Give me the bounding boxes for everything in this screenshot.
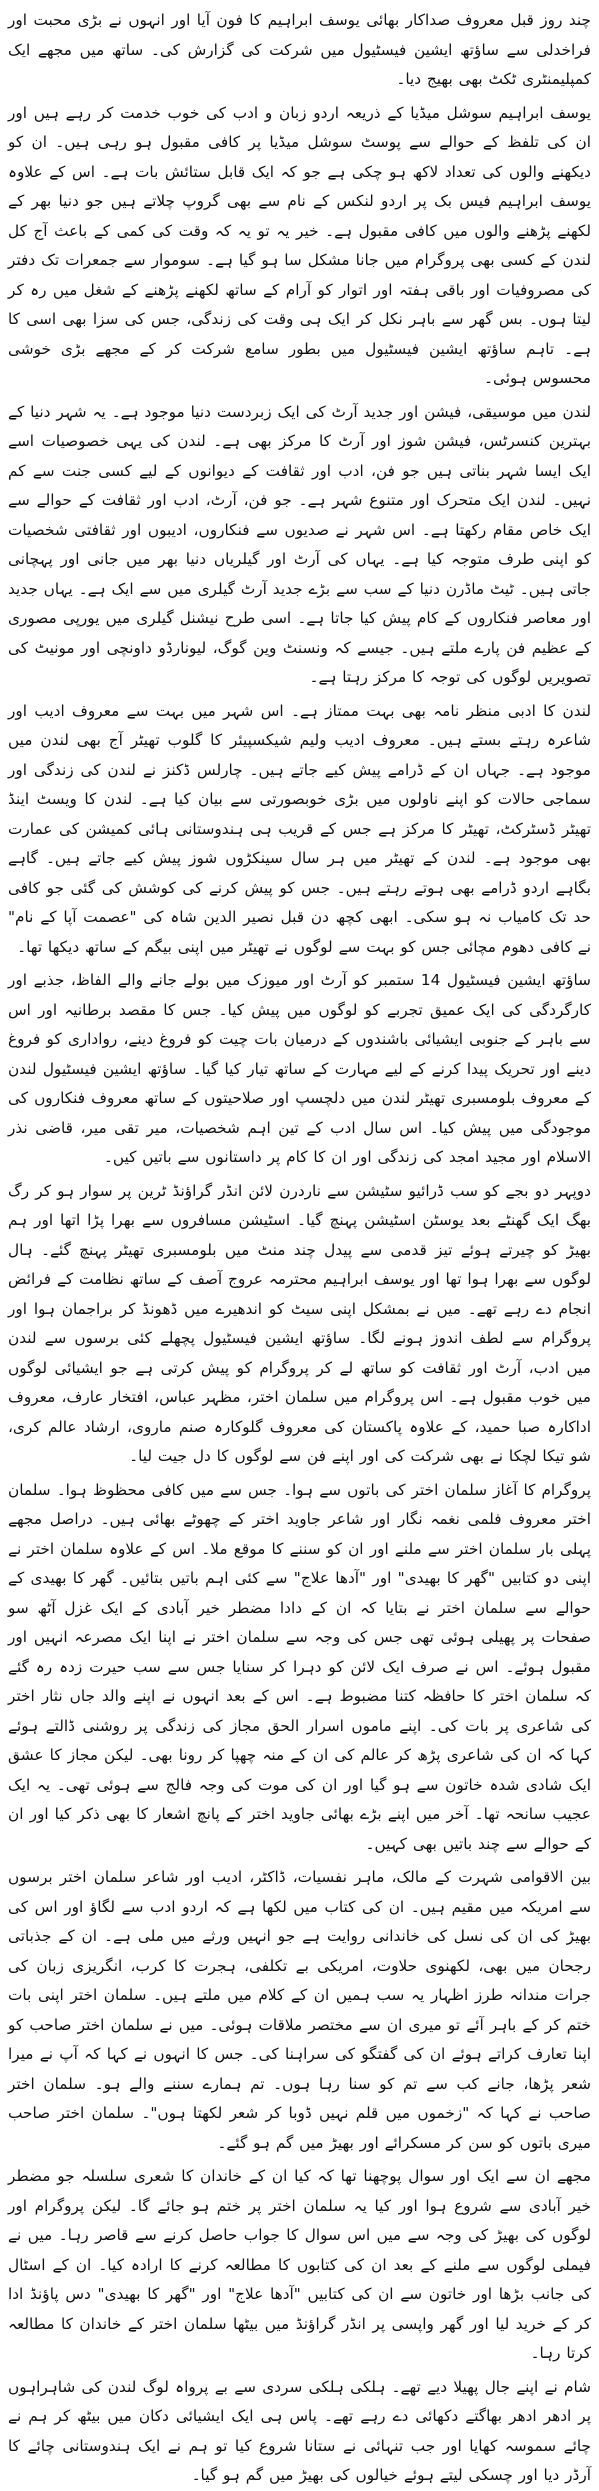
paragraph-meeting: بین الاقوامی شہرت کے مالک، ماہر نفسیات، ڈاکٹر، ادیب اور شاعر سلمان اختر برسوں سے امریکہ میں مقیم ہیں۔ ان کی کتاب میں لکھا ہے کہ اردو ادب سے لگاؤ اور اس کی بھیڑ کی ان کی نسل کی خاندانی روایت ہے جو انہیں ورثے میں ملی ہے۔ ان کے جذباتی رجحان میں بھی، لکھنوی حلاوت، امریکی بے تکلفی، ہجرت کا کرب، انگریزی زبان کی جرات مندانہ طرز اظہار یہ سب ہمیں ان کے کلام میں ملتے ہیں۔ سلمان اختر اپنی بات ختم کر کے باہر آئے تو میری ان سے مختصر ملاقات ہوئی۔ میں نے سلمان اختر صاحب کو اپنا تعارف کراتے ہوئے ان کی گفتگو کی سراہنا کی۔ جس کا انہوں نے کہا کہ آپ نے میرا شعر پڑھا، جانے کب سے تم کو سنا رہا ہوں۔ تم ہمارے سننے والے ہو۔ سلمان اختر صاحب نے کہا کہ "زخموں میں قلم نہیں ڈوبا کر شعر لکھتا ہوں"۔ سلمان اختر صاحب میری باتوں کو سن کر مسکرائے اور بھیڑ میں گم ہو گئے۔ (8, 1868, 591, 2152)
paragraph-yusuf-ibrahim: یوسف ابراہیم سوشل میڈیا کے ذریعہ اردو زبان و ادب کی خوب خدمت کر رہے ہیں اور ان کی تلفظ کے حوالے سے پوسٹ سوشل میڈیا پر کافی مقبول ہو رہی ہیں۔ ان کو دیکھنے والوں کی تعداد لاکھ ہو چکی ہے جو کہ ایک قابل ستائش بات ہے۔ اس کے علاوہ یوسف ابراہیم فیس بک پر اردو لنکس کے نام سے بھی گروپ چلاتے ہیں جو دنیا بھر کے لکھنے پڑھنے والوں میں کافی مقبول ہے۔ خیر یہ تو یہ کہ وقت کی کمی کے باعث آج کل لندن کے کسی بھی پروگرام میں جانا مشکل سا ہو گیا ہے۔ سوموار سے جمعرات تک دفتر کی مصروفیات اور باقی ہفتہ اور اتوار کو آرام کے ساتھ لکھنے پڑھنے کے شغل میں رہ کر لیتا ہوں۔ بس گھر سے باہر نکل کر ایک ہی وقت کی زندگی، جس کی سزا بھی اسی کا ہے۔ تاہم ساؤتھ ایشین فیسٹیول میں بطور سامع شرکت کر کے مجھے بڑی خوشی محسوس ہوئی۔ (8, 103, 591, 387)
paragraph-london-art: لندن میں موسیقی، فیشن اور جدید آرٹ کی ایک زبردست دنیا موجود ہے۔ یہ شہر دنیا کے بہترین کنسرٹس، فیشن شوز اور آرٹ کا مرکز بھی ہے۔ لندن کی یہی خصوصیات اسے ایک ایسا شہر بناتی ہیں جو فن، ادب اور ثقافت کے دیوانوں کے لیے کسی جنت سے کم نہیں۔ لندن ایک متحرک اور متنوع شہر ہے۔ جو فن، آرٹ، ادب اور ثقافت کے حوالے سے ایک خاص مقام رکھتا ہے۔ اس شہر نے صدیوں سے فنکاروں، ادیبوں اور ثقافتی شخصیات کو اپنی طرف متوجہ کیا ہے۔ یہاں کی آرٹ اور گیلریاں دنیا بھر میں جانی اور پہچانی جاتی ہیں۔ ٹیٹ ماڈرن دنیا کے سب سے بڑے جدید آرٹ گیلری میں سے ایک ہے۔ یہاں جدید اور معاصر فنکاروں کے کام پیش کیا جاتا ہے۔ اسی طرح نیشنل گیلری میں یورپی مصوری کے عظیم فن پارے ملتے ہیں۔ جیسے کہ ونسنٹ وین گوگ، لیونارڈو داونچی اور مونیٹ کی تصویریں لوگوں کی توجہ کا مرکز رہتا ہے۔ (8, 402, 591, 686)
paragraph-london-literature: لندن کا ادبی منظر نامہ بھی بہت ممتاز ہے۔ اس شہر میں بہت سے معروف ادیب اور شاعرہ رہتے بستے ہیں۔ معروف ادیب ولیم شیکسپیئر کا گلوب تھیٹر آج بھی لندن میں موجود ہے۔ جہاں ان کے ڈرامے پیش کیے جاتے ہیں۔ چارلس ڈکنز نے لندن کی زندگی اور سماجی حالات کو اپنے ناولوں میں بڑی خوبصورتی سے بیان کیا ہے۔ لندن کا ویسٹ اینڈ تھیٹر ڈسٹرکٹ، تھیٹر کا مرکز ہے جس کے قریب ہی ہندوستانی ہائی کمیشن کی عمارت بھی موجود ہے۔ لندن کے تھیٹر میں ہر سال سینکڑوں شوز پیش کیے جاتے ہیں۔ گاہے بگاہے اردو ڈرامے بھی ہوتے رہتے ہیں۔ جس کو پیش کرنے کی کوشش کی گئی جو کافی حد تک کامیاب نہ ہو سکی۔ ابھی کچھ دن قبل نصیر الدین شاہ کی "عصمت آپا کے نام" نے کافی دھوم مچائی جس کو بہت سے لوگوں نے تھیٹر میں اپنی بیگم کے ساتھ دیکھا تھا۔ (8, 701, 591, 956)
paragraph-salman-akhtar: پروگرام کا آغاز سلمان اختر کی باتوں سے ہوا۔ جس سے میں کافی محظوظ ہوا۔ سلمان اختر معروف فلمی نغمہ نگار اور شاعر جاوید اختر کے چھوٹے بھائی ہیں۔ دراصل مجھے پہلی بار سلمان اختر سے ملنے اور ان کو سننے کا موقع ملا۔ اس کے علاوہ سلمان اختر نے اپنی دو کتابیں "گھر کا بھیدی" اور "آدھا علاج" سے کئی اہم باتیں بتائیں۔ گھر کا بھیدی کے حوالے سے سلمان اختر نے بتایا کہ ان کے دادا مضطر خیر آبادی کے ایک غزل آٹھ سو صفحات پر پھیلی ہوئی تھی جس کی وجہ سے سلمان اختر نے اپنا ایک مصرعہ انہیں اور مقبول ہوئے۔ اس نے صرف ایک لائن کو دہرا کر سنایا جس سے سب حیرت زدہ رہ گئے کہ سلمان اختر کا حافظہ کتنا مضبوط ہے۔ اس کے بعد انہوں نے اپنے والد جاں نثار اختر کی شاعری پر بات کی۔ اپنے ماموں اسرار الحق مجاز کی زندگی پر روشنی ڈالتے ہوئے کہا کہ ان کی شاعری پڑھ کر عالم کی ان کے منہ چھپا کر رونا بھی۔ لیکن مجاز کا عشق ایک شادی شدہ خاتون سے ہو گیا اور ان کی موت کی وجہ فالج سے ہوئی تھی۔ یہ ایک عجیب سانحہ تھا۔ آخر میں اپنے بڑے بھائی جاوید اختر کے پانچ اشعار کا بھی ذکر کیا اور ان کے حوالے سے چند باتیں بھی کہیں۔ (8, 1480, 591, 1853)
paragraph-evening: شام نے اپنے جال پھیلا دیے تھے۔ ہلکی ہلکی سردی سے بے پرواہ لوگ لندن کی شاہراہوں پر ادھر ادھر بھاگتے دکھائی دے رہے تھے۔ پاس ہی ایک ایشیائی دکان میں بیٹھ کر ہم نے چائے سموسہ کھایا اور جب تنہائی نے ستانا شروع کیا تو ہم نے ایک ہندوستانی چائے کا آرڈر دیا اور چسکی لیتے ہوئے خیالوں کی بھیڑ میں گم ہو گیا۔ (8, 2377, 591, 2484)
paragraph-festival: ساؤتھ ایشین فیسٹیول 14 ستمبر کو آرٹ اور میوزک میں بولے جانے والے الفاظ، جذبے اور کارگردگی کی ایک عمیق تجربے کو لوگوں میں پیش کیا۔ جس کا مقصد برطانیہ اور اس سے باہر کے جنوبی ایشیائی باشندوں کے درمیان بات چیت کو فروغ دینے، رواداری کو فروغ دینے اور تحریک پیدا کرنے کے لیے مہارت کے ساتھ تیار کیا گیا۔ ساؤتھ ایشین فیسٹیول لندن کے معروف بلومسبری تھیٹر لندن میں دلچسپ اور صلاحیتوں کے ساتھ معروف فنکاروں کی موجودگی میں پیش کیا۔ اس سال ادب کے تین اہم شخصیات، میر تقی میر، قاضی نذر الاسلام اور مجید امجد کی زندگی اور ان کا کام پر داستانوں سے باتیں کیں۔ (8, 971, 591, 1166)
paragraph-journey: دوپہر دو بجے کو سب ڈرائیو سٹیشن سے ناردرن لائن انڈر گراؤنڈ ٹرین پر سوار ہو کر رگ بھگ ایک گھنٹے بعد یوسٹن اسٹیشن پہنچ گیا۔ اسٹیشن مسافروں سے بھرا پڑا اتھا اور ہم بھیڑ کو چیرتے ہوئے تیز قدمی سے پیدل چند منٹ میں بلومسبری تھیٹر پہنچ گئے۔ ہال لوگوں سے بھرا ہوا تھا اور یوسف ابراہیم محترمہ عروج آصف کے ساتھ نظامت کے فرائض انجام دے رہے تھے۔ میں نے بمشکل اپنی سیٹ کو اندھیرے میں ڈھونڈ کر براجمان ہوا اور پروگرام سے لطف اندوز ہونے لگا۔ ساؤتھ ایشین فیسٹیول پچھلے کئی برسوں سے لندن میں ادب، آرٹ اور ثقافت کو ساتھ لے کر پروگرام کو پیش کرتی ہے جو ایشیائی لوگوں میں خوب مقبول ہے۔ اس پروگرام میں سلمان اختر، مظہر عباس، افتخار عارف، معروف اداکارہ صبا حمید، کے علاوہ پاکستان کی معروف گلوکارہ صنم ماروی، ارشاد عالم کری، شو تیکا لچکا نے بھی شرکت کی اور اپنے فن سے لوگوں کا دل جیت لیا۔ (8, 1181, 591, 1465)
paragraph-invitation: چند روز قبل معروف صداکار بھائی یوسف ابراہیم کا فون آیا اور انہوں نے بڑی محبت اور فراخدلی سے ساؤتھ ایشین فیسٹیول میں شرکت کی گزارش کی۔ ساتھ میں مجھے ایک کمپلیمنٹری ٹکٹ بھی بھیج دیا۔ (8, 11, 591, 88)
paragraph-books: مجھے ان سے ایک اور سوال پوچھنا تھا کہ کیا ان کے خاندان کا شعری سلسلہ جو مضطر خیر آبادی سے شروع ہوا اور کیا یہ سلمان اختر پر ختم ہو جائے گا۔ لیکن پروگرام اور لوگوں کی بھیڑ کی وجہ سے میں اس سوال کا جواب حاصل کرنے سے قاصر رہا۔ میں نے فیملی لوگوں سے ملنے کے بعد ان کی کتابوں کا مطالعہ کرنے کا ارادہ کیا۔ ان کے اسٹال کی جانب بڑھا اور خاتون سے ان کی کتابیں "آدھا علاج" اور "گھر کا بھیدی" دس پاؤنڈ ادا کر کے خرید لیا اور گھر واپسی پر انڈر گراؤنڈ میں بیٹھا سلمان اختر کے خاندان کا مطالعہ کرتا رہا۔ (8, 2167, 591, 2362)
